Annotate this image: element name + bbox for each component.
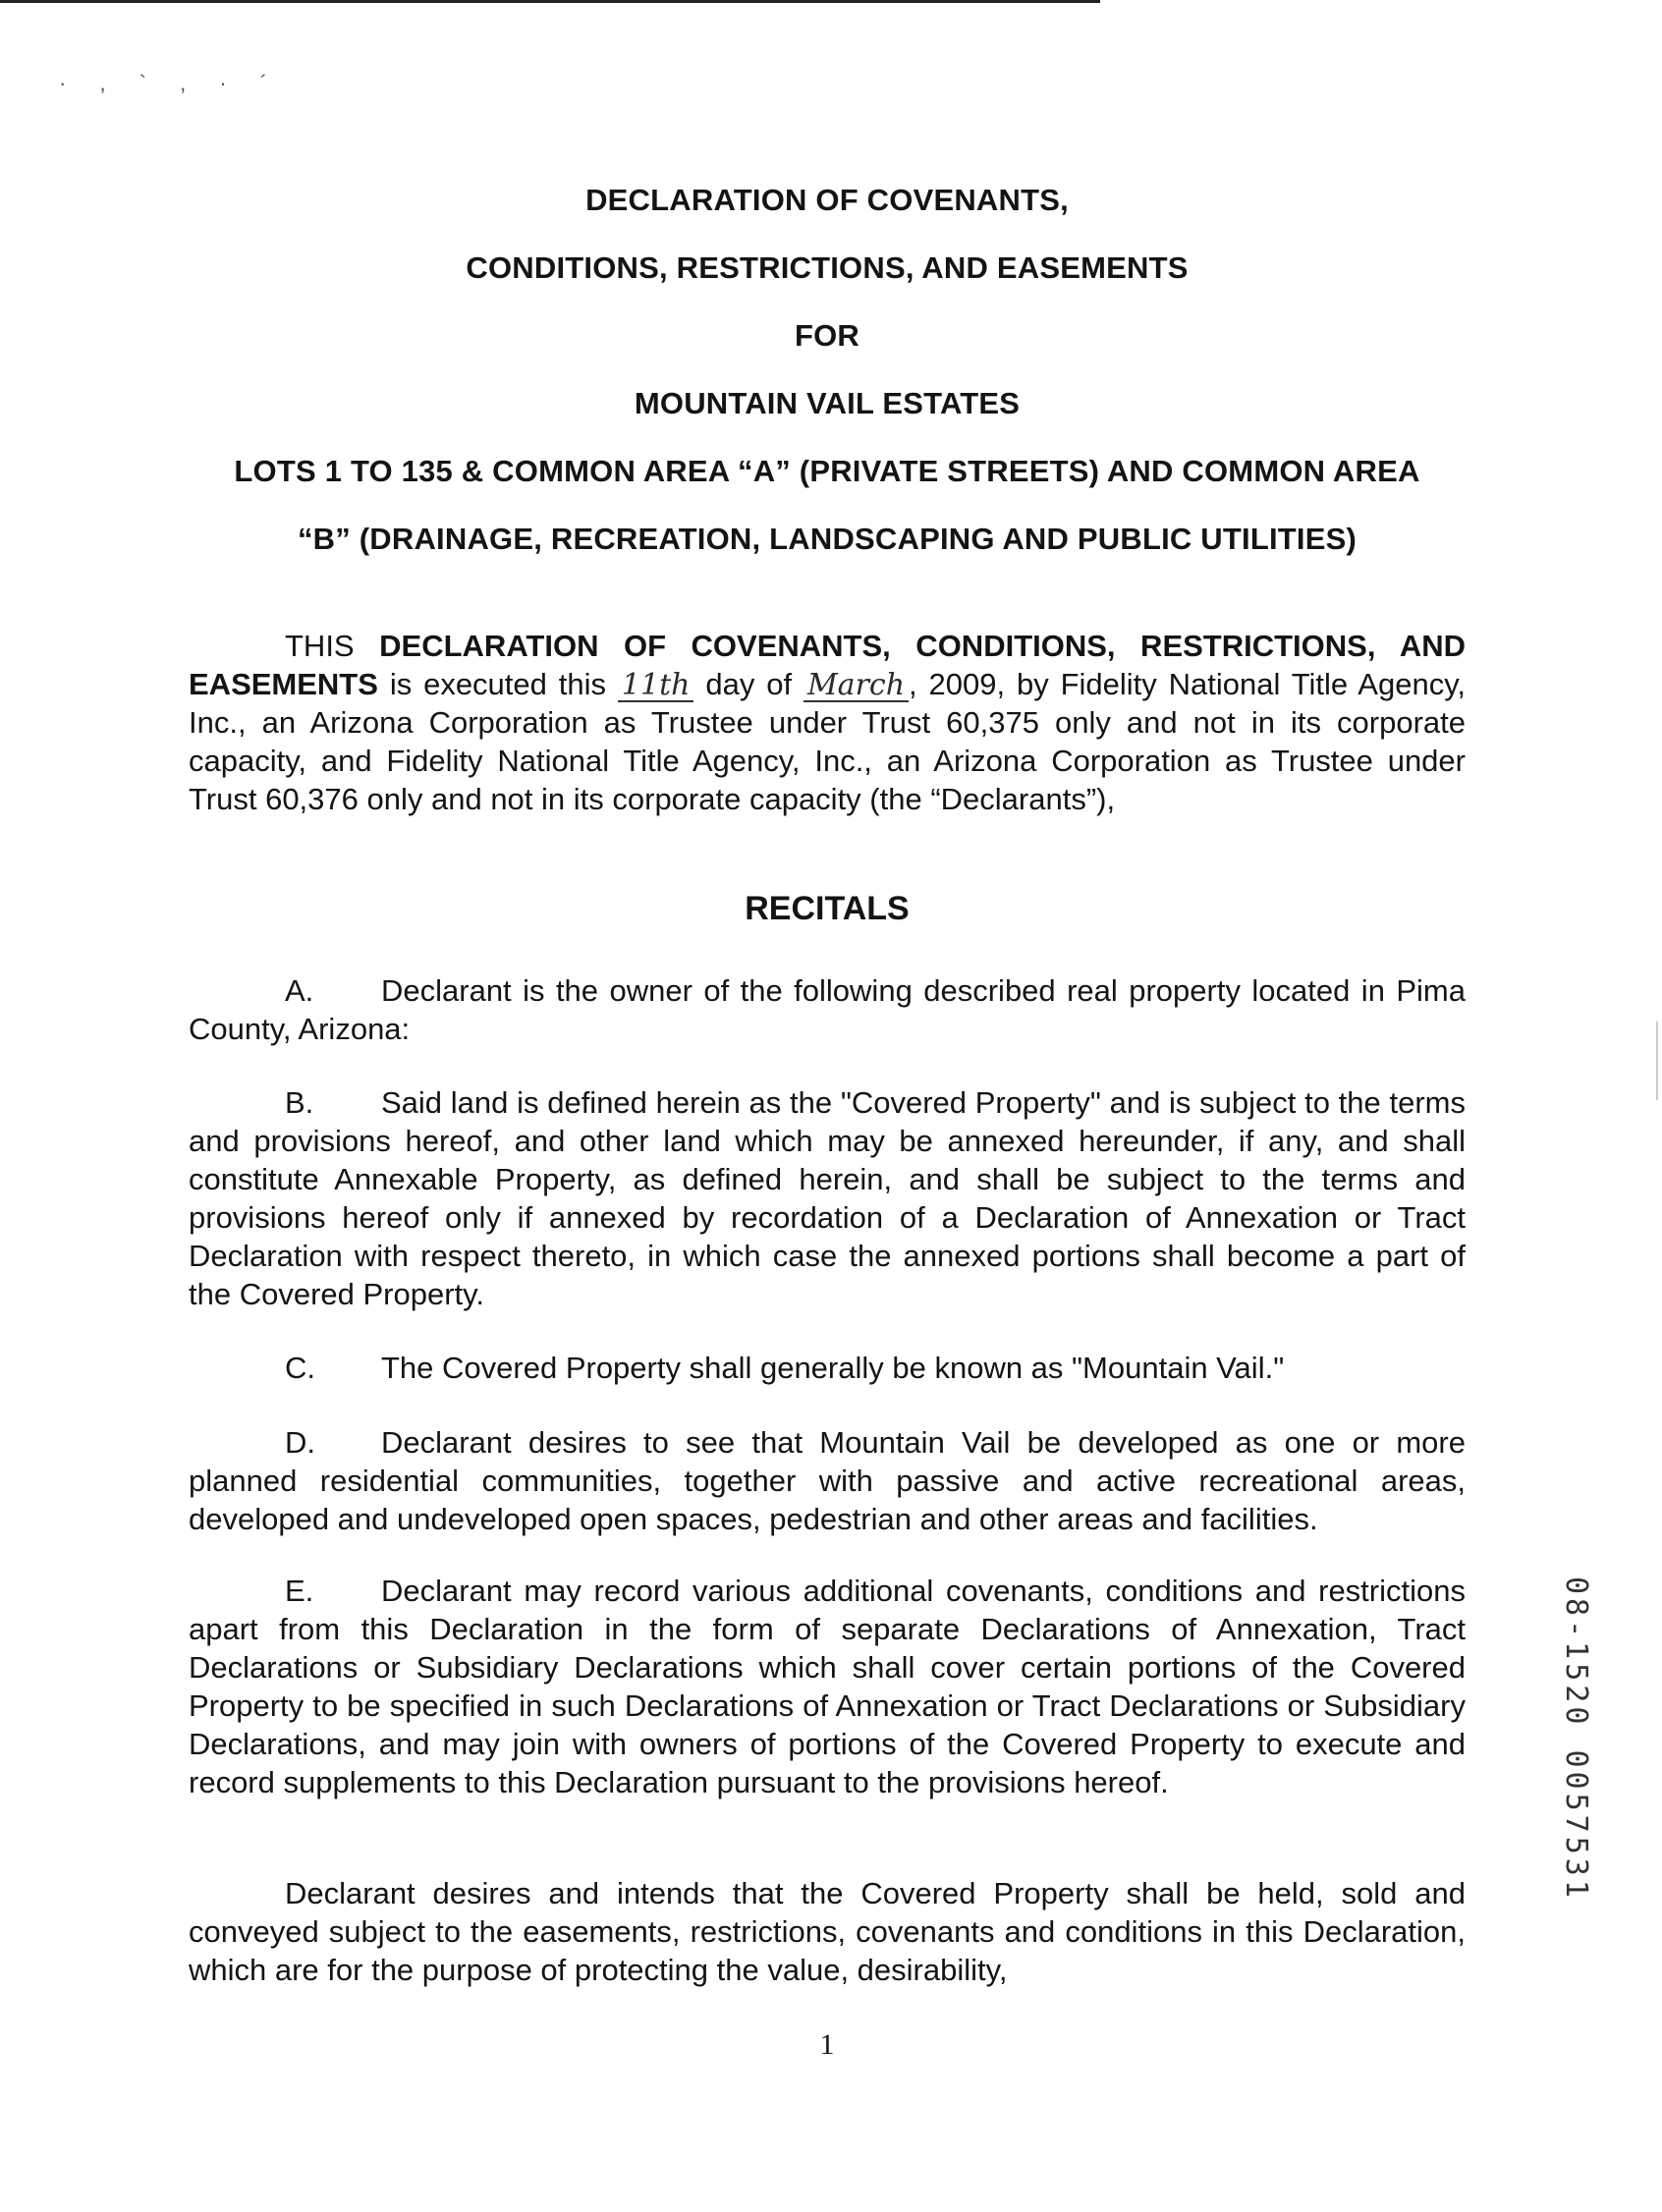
title-line-1: DECLARATION OF COVENANTS, — [585, 183, 1069, 217]
recital-letter: A. — [285, 973, 314, 1008]
recital-a — [189, 971, 1466, 1048]
recital-letter: E. — [285, 1574, 314, 1608]
scan-specks: · , ` , · ´ — [59, 71, 282, 95]
recital-c — [189, 1349, 1466, 1387]
recital-text: Declarant is the owner of the following described real property located in Pima County, Arizona: — [189, 973, 1466, 1046]
recital-letter: B. — [285, 1085, 314, 1120]
recital-text: Said land is defined herein as the "Covered Property" and is subject to the terms and provisions hereof, and other land which may be annexed hereunder, if any, and shall constitute Annexable Property, as defined herein, and shall be subject to the terms and provisions hereof only if annexed by recordation of a Declaration of Annexation or Tract Declaration with respect thereto, in which case the annexed portions shall become a part of the Covered Property. — [189, 1085, 1466, 1311]
title-line-6: “B” (DRAINAGE, RECREATION, LANDSCAPING AND PUBLIC UTILITIES) — [297, 522, 1357, 556]
handwritten-month: March — [803, 671, 909, 702]
scan-edge-mark — [1656, 1022, 1658, 1100]
title-line-3: FOR — [794, 318, 860, 353]
intro-this: THIS — [285, 629, 355, 663]
recitals-heading: RECITALS — [745, 890, 910, 927]
recital-text: Declarant desires to see that Mountain Vail be developed as one or more planned residential communities, together with passive and active recreational areas, developed and undeveloped open spaces, pedestrian and other areas and facilities. — [189, 1425, 1466, 1536]
title-line-2: CONDITIONS, RESTRICTIONS, AND EASEMENTS — [466, 250, 1189, 285]
closing-text: Declarant desires and intends that the Covered Property shall be held, sold and conveyed subject to the easements, restrictions, covenants and conditions in this Declaration, which are for the purpose of protecting the value, desirability, — [189, 1876, 1466, 1987]
intro-paragraph — [189, 627, 1466, 818]
intro-rest: , 2009, by Fidelity National Title Agency, Inc., an Arizona Corporation as Trustee under Trust 60,375 only and not in its corporate capacity, and Fidelity National Title Agency, Inc., an Arizona Corporation as Trustee under Trust 60,376 only and not in its corporate capacity (the “Declarants”), — [189, 667, 1467, 816]
handwritten-day: 11th — [618, 671, 694, 702]
title-line-5: LOTS 1 TO 135 & COMMON AREA “A” (PRIVATE STREETS) AND COMMON AREA — [234, 454, 1420, 488]
top-border-line — [0, 0, 1100, 3]
intro-day-of: day of — [705, 667, 793, 701]
recital-letter: C. — [285, 1351, 315, 1385]
recital-letter: D. — [285, 1425, 315, 1460]
title-line-4: MOUNTAIN VAIL ESTATES — [634, 386, 1021, 420]
intro-bold-title: DECLARATION OF COVENANTS, CONDITIONS, RESTRICTIONS, AND EASEMENTS — [189, 629, 1466, 701]
recital-e — [189, 1572, 1466, 1801]
page-number: 1 — [819, 2028, 835, 2061]
intro-executed: is executed this — [389, 667, 607, 701]
recording-stamp: 08-1520 0057531 — [1559, 1576, 1593, 1902]
recital-b — [189, 1083, 1466, 1313]
recital-text: Declarant may record various additional covenants, conditions and restrictions apart from this Declaration in the form of separate Declarations of Annexation, Tract Declarations or Subsidiary Declarations which shall cover certain portions of the Covered Property to be specified in such Declarations of Annexation or Tract Declarations or Subsidiary Declarations, and may join with owners of portions of the Covered Property to execute and record supplements to this Declaration pursuant to the provisions hereof. — [189, 1574, 1466, 1799]
recital-d — [189, 1423, 1466, 1538]
recital-text: The Covered Property shall generally be known as "Mountain Vail." — [381, 1351, 1285, 1385]
closing-paragraph — [189, 1874, 1466, 1989]
